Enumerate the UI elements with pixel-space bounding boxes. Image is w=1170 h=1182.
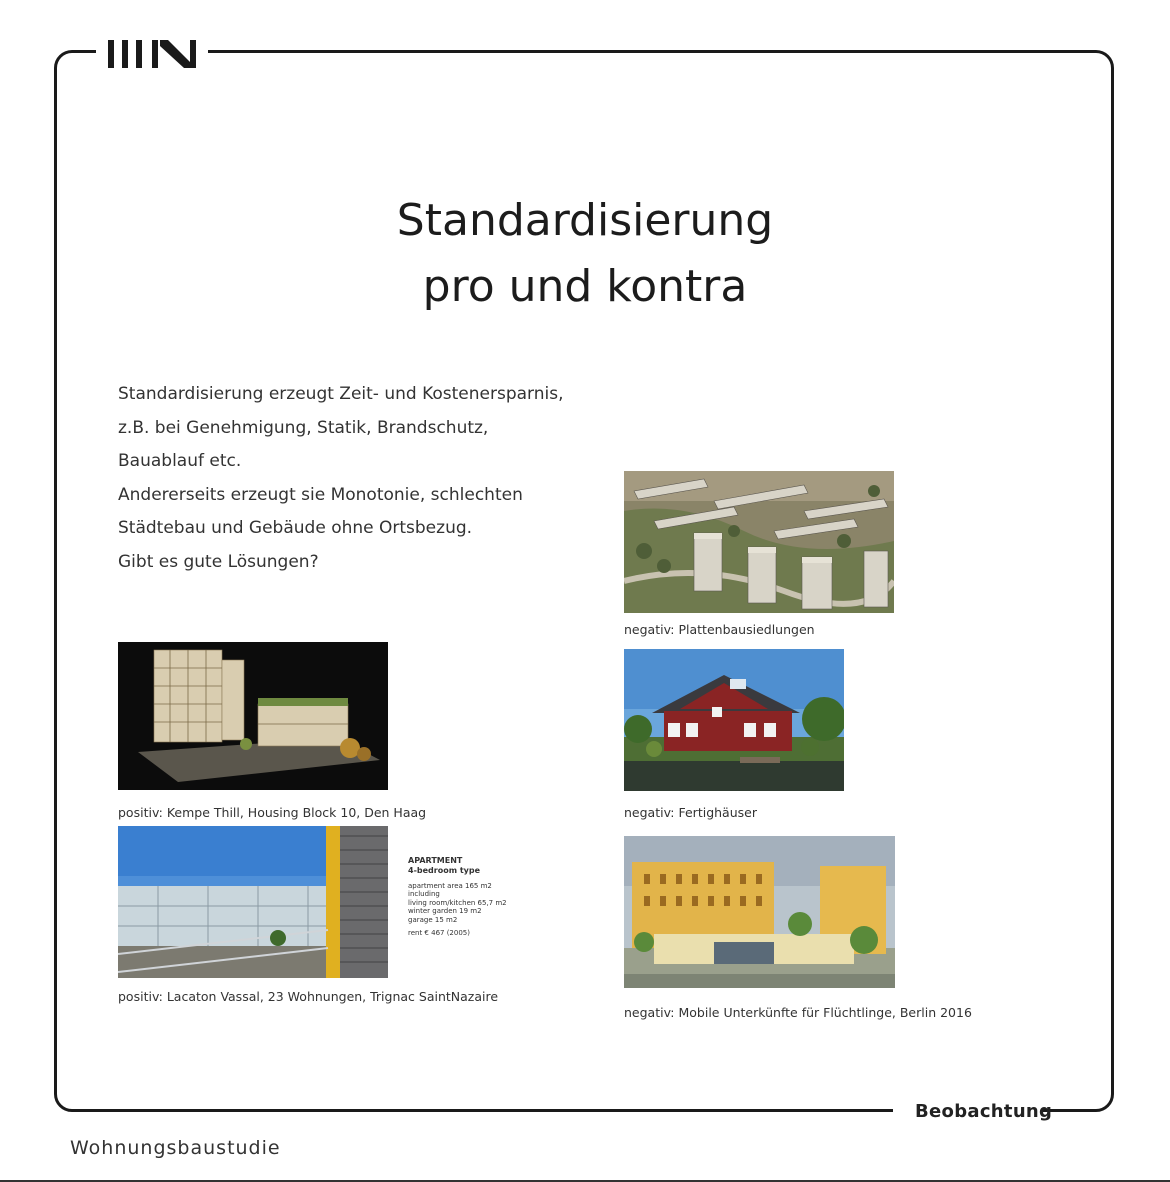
caption-kempe-thill: positiv: Kempe Thill, Housing Block 10, Den Haag xyxy=(118,805,427,820)
title-line-1: Standardisierung xyxy=(396,195,774,246)
plattenbau-photo xyxy=(624,471,894,613)
apartment-subheading: 4-bedroom type xyxy=(408,866,481,875)
kempe-thill-photo xyxy=(118,642,388,790)
apartment-heading: APARTMENT xyxy=(408,856,463,865)
apartment-line: living room/kitchen 65,7 m2 xyxy=(408,898,507,907)
lacaton-vassal-photo xyxy=(118,826,388,978)
caption-fluechtlinge: negativ: Mobile Unterkünfte für Flüchtlinge, Berlin 2016 xyxy=(624,1005,972,1020)
caption-lacaton-vassal: positiv: Lacaton Vassal, 23 Wohnungen, Trignac SaintNazaire xyxy=(118,989,499,1004)
apartment-rent: rent € 467 (2005) xyxy=(408,929,470,938)
footer-title: Wohnungsbaustudie xyxy=(70,1137,281,1159)
apartment-line: apartment area 165 m2 xyxy=(408,882,492,890)
intro-text xyxy=(118,378,588,579)
fertighaus-photo xyxy=(624,649,844,791)
intro-line: Städtebau und Gebäude ohne Ortsbezug. xyxy=(118,518,473,538)
intro-line: Bauablauf etc. xyxy=(118,451,242,471)
apartment-info xyxy=(408,856,507,937)
caption-plattenbau: negativ: Plattenbausiedlungen xyxy=(624,622,815,637)
intro-line: Standardisierung erzeugt Zeit- und Kostenersparnis, xyxy=(118,384,564,404)
bars-logo-icon xyxy=(104,38,200,70)
caption-fertighaeuser: negativ: Fertighäuser xyxy=(624,805,757,820)
intro-line: Andererseits erzeugt sie Monotonie, schlechten xyxy=(118,484,523,505)
apartment-line: garage 15 m2 xyxy=(408,915,458,924)
apartment-line: including xyxy=(408,890,440,899)
page-title xyxy=(300,188,870,320)
title-line-2: pro und kontra xyxy=(422,261,748,312)
apartment-line: winter garden 19 m2 xyxy=(408,907,482,916)
intro-line: z.B. bei Genehmigung, Statik, Brandschutz, xyxy=(118,417,489,438)
section-label: Beobachtung xyxy=(915,1101,1053,1122)
intro-line: Gibt es gute Lösungen? xyxy=(118,551,319,572)
fluechtlinge-photo xyxy=(624,836,895,988)
